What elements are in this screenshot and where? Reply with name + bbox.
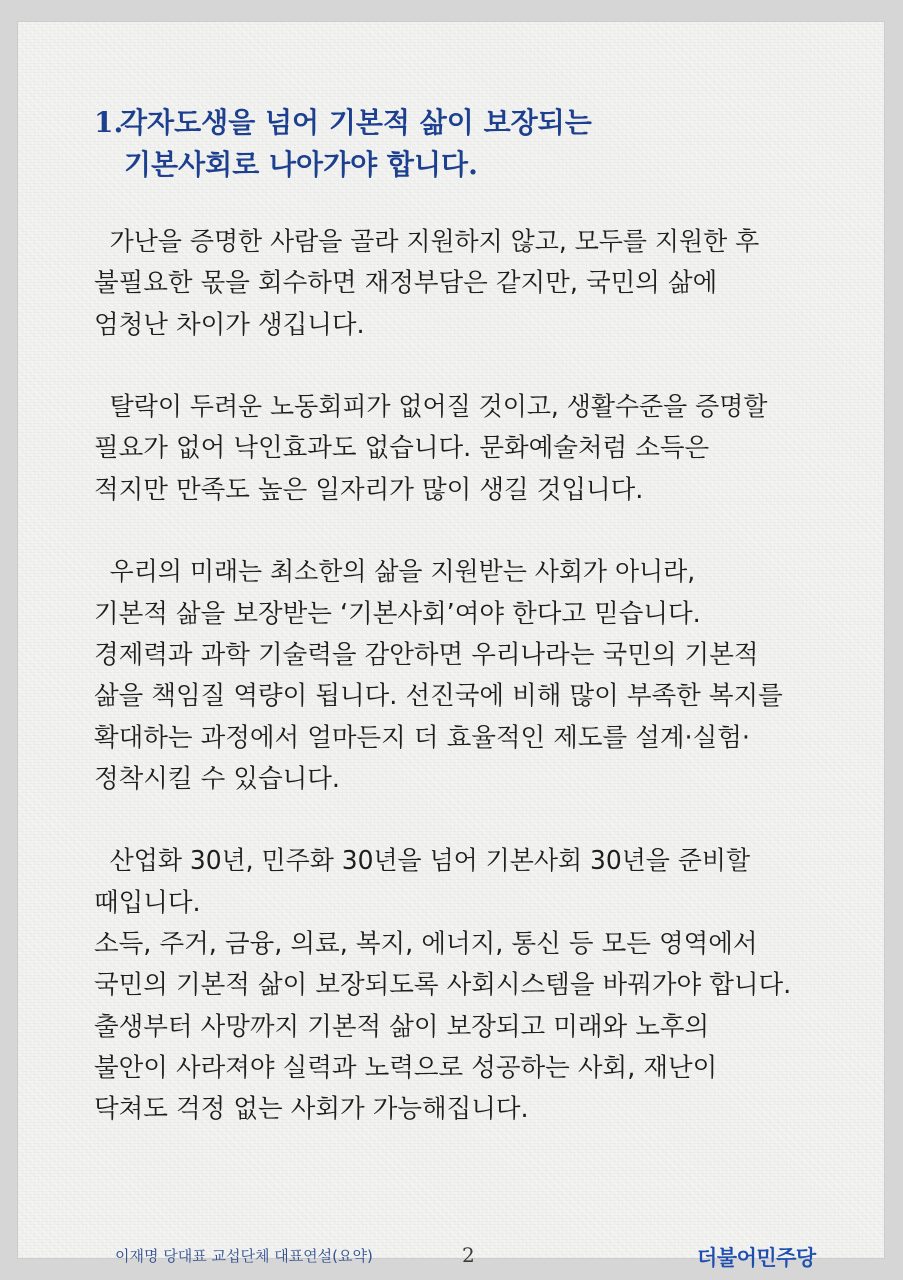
paragraph-line: 경제력과 과학 기술력을 감안하면 우리나라는 국민의 기본적 — [94, 639, 759, 670]
paragraph-gap — [94, 346, 834, 387]
document-page — [18, 22, 884, 1270]
paragraph-line: 산업화 30년, 민주화 30년을 넘어 기본사회 30년을 준비할 — [109, 846, 751, 877]
heading-line-1: 각자도생을 넘어 기본적 삶이 보장되는 — [120, 106, 592, 139]
heading-number: 1. — [94, 106, 124, 139]
paragraph-line: 국민의 기본적 삶이 보장되도록 사회시스템을 바꿔가야 합니다. — [94, 970, 792, 1001]
paragraph-line: 닥쳐도 걱정 없는 사회가 가능해집니다. — [94, 1094, 529, 1125]
paragraph-line: 삶을 책임질 역량이 됩니다. 선진국에 비해 많이 부족한 복지를 — [94, 681, 783, 712]
paragraph-line: 탈락이 두려운 노동회피가 없어질 것이고, 생활수준을 증명할 — [109, 392, 768, 423]
paragraph-line: 적지만 만족도 높은 일자리가 많이 생길 것입니다. — [94, 474, 644, 505]
paragraph-line: 확대하는 과정에서 얼마든지 더 효율적인 제도를 설계·실험· — [94, 722, 751, 753]
paragraph-line: 불안이 사라져야 실력과 노력으로 성공하는 사회, 재난이 — [94, 1052, 718, 1083]
paragraph-gap — [94, 800, 834, 841]
footer-caption: 이재명 당대표 교섭단체 대표연설(요약) — [115, 1247, 373, 1265]
paragraph-line: 가난을 증명한 사람을 골라 지원하지 않고, 모두를 지원한 후 — [109, 227, 760, 257]
party-logo: 더불어민주당 — [697, 1246, 816, 1270]
paragraph-2 — [94, 387, 834, 511]
paragraph-line: 정착시킬 수 있습니다. — [94, 763, 341, 794]
paragraph-line: 우리의 미래는 최소한의 삶을 지원받는 사회가 아니라, — [109, 557, 696, 588]
paragraph-line: 때입니다. — [94, 887, 201, 918]
heading-line-2: 기본사회로 나아가야 합니다. — [124, 148, 478, 181]
paragraph-line: 출생부터 사망까지 기본적 삶이 보장되고 미래와 노후의 — [94, 1011, 710, 1042]
paragraph-line: 엄청난 차이가 생깁니다. — [94, 309, 365, 340]
body-text — [94, 222, 834, 1131]
paragraph-gap — [94, 511, 834, 552]
paragraph-line: 소득, 주거, 금융, 의료, 복지, 에너지, 통신 등 모든 영역에서 — [94, 929, 758, 960]
page-number: 2 — [462, 1243, 475, 1267]
paragraph-line: 기본적 삶을 보장받는 ‘기본사회’여야 한다고 믿습니다. — [94, 598, 701, 629]
paragraph-line: 불필요한 몫을 회수하면 재정부담은 같지만, 국민의 삶에 — [94, 268, 718, 299]
paragraph-3 — [94, 552, 834, 800]
paragraph-1 — [94, 222, 834, 346]
paragraph-4 — [94, 841, 834, 1130]
paragraph-line: 필요가 없어 낙인효과도 없습니다. 문화예술처럼 소득은 — [94, 433, 710, 464]
section-heading — [94, 102, 592, 186]
